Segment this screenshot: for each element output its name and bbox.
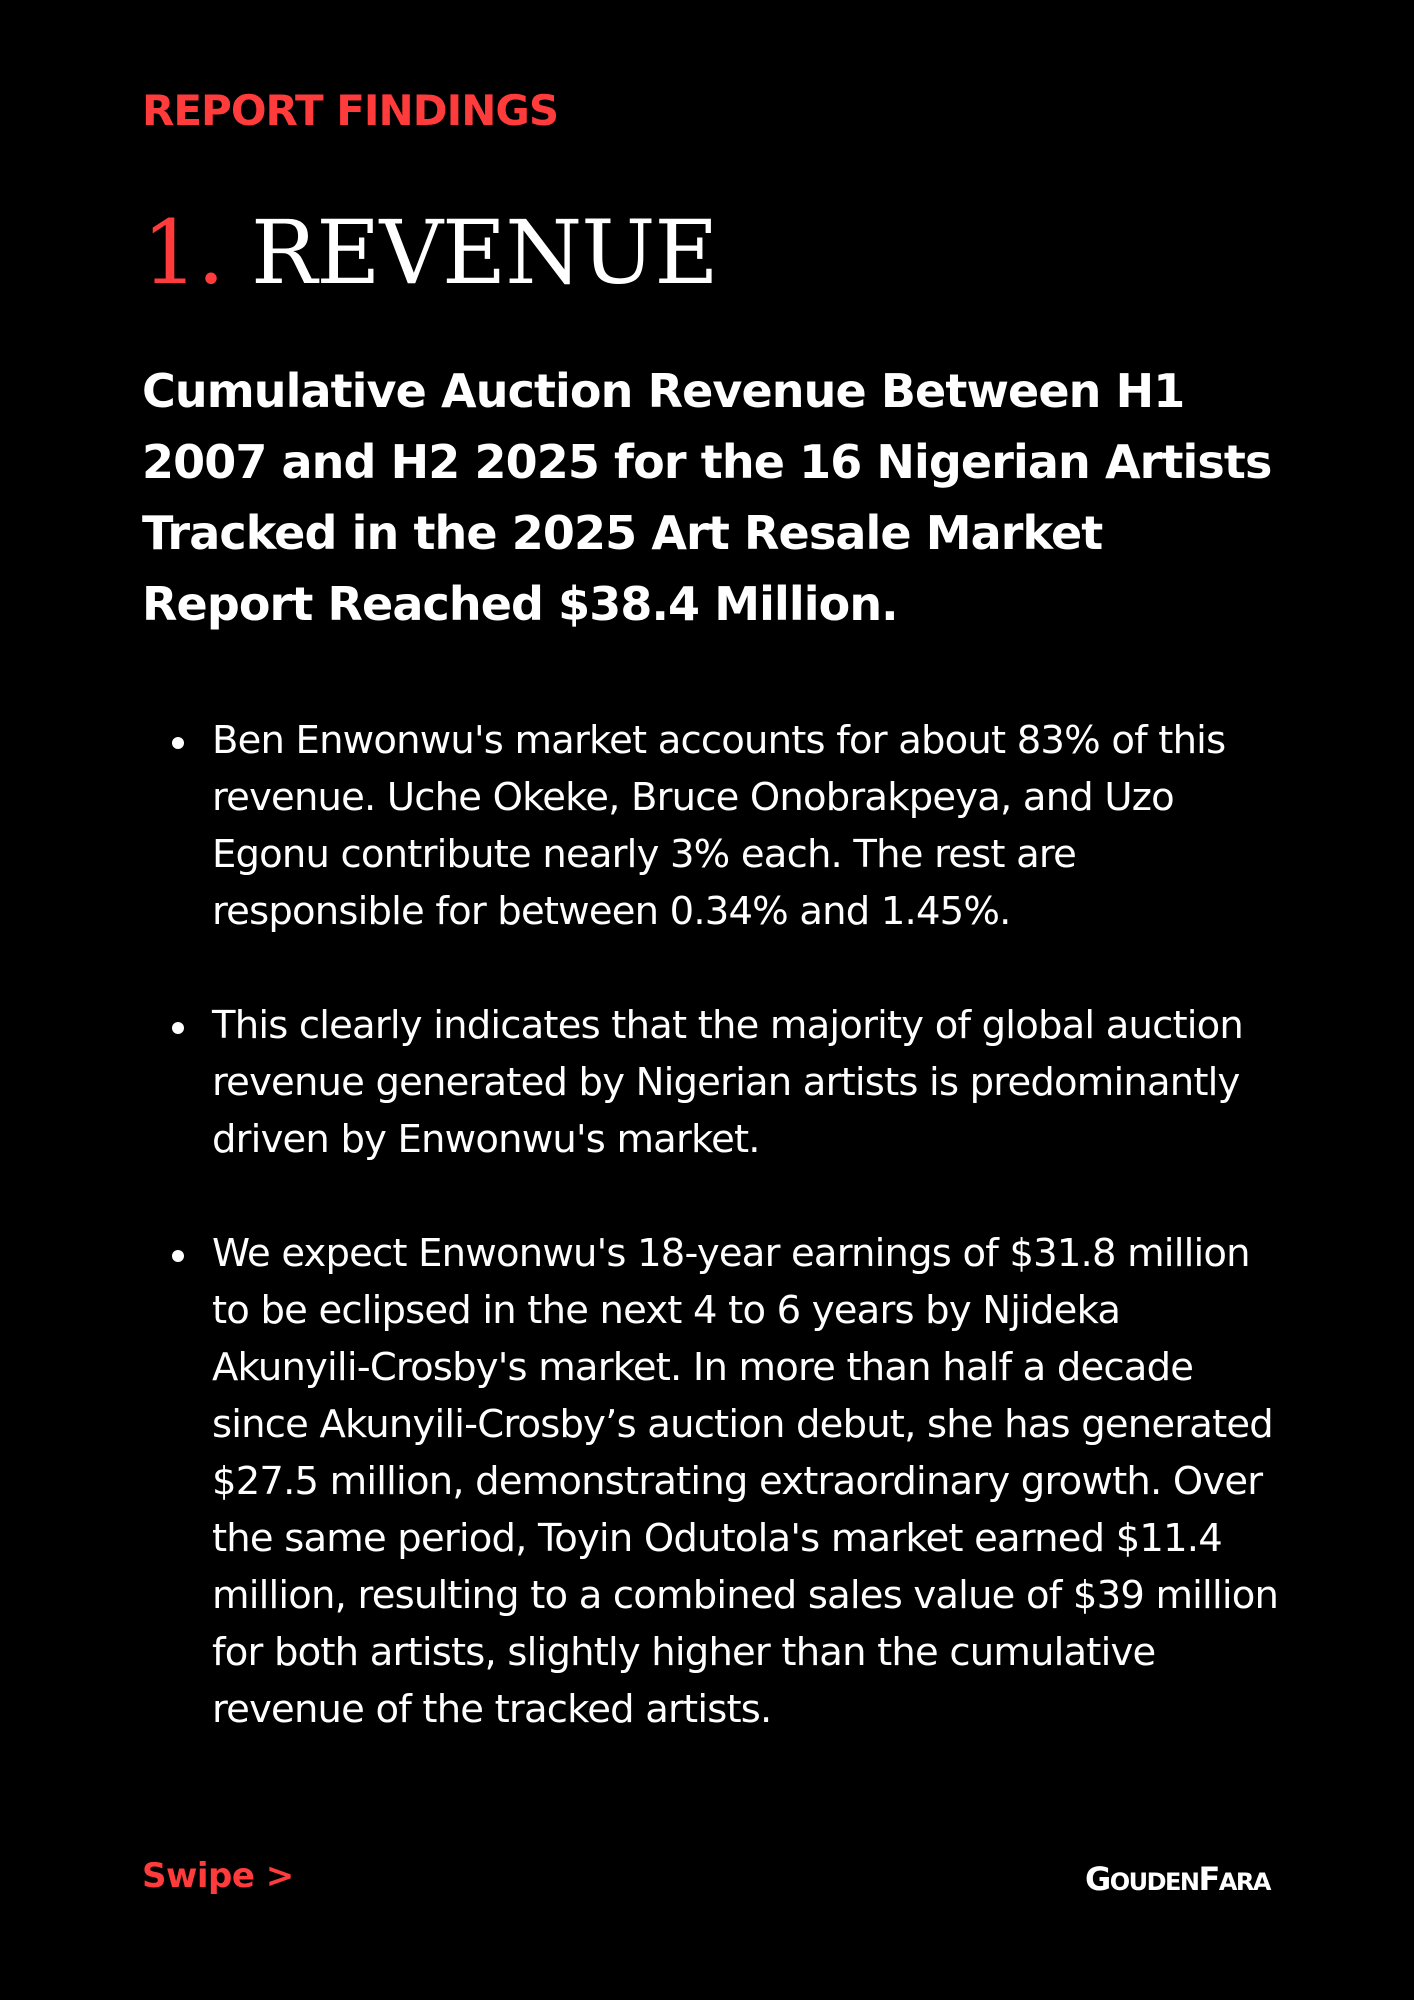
footer — [142, 1854, 1270, 1904]
finding-text: This clearly indicates that the majority of global auction revenue generated by Nigerian artists is predominantly driven by Enwonwu's market. — [212, 1003, 1244, 1162]
section-number: 1. — [142, 201, 224, 304]
eyebrow-label: REPORT FINDINGS — [142, 86, 559, 135]
bullet-dot-icon — [172, 737, 184, 749]
section-title — [142, 198, 718, 308]
swipe-button[interactable]: Swipe > — [142, 1856, 294, 1896]
finding-text: We expect Enwonwu's 18-year earnings of $31.8 million to be eclipsed in the next 4 to 6 years by Njideka Akunyili-Crosby's market. In more than half a decade since Akunyili-Crosby’s auction debut, she has generated $27.5 million, demonstrating extraordinary growth. Over the same period, Toyin Odutola's market earned $11.4 million, resulting to a combined sales value of $39 million for both artists, slightly higher than the cumulative revenue of the tracked artists. — [212, 1231, 1279, 1732]
finding-item — [142, 997, 1282, 1168]
brand-logo: GOUDENFARA — [1084, 1860, 1270, 1898]
bullet-dot-icon — [172, 1022, 184, 1034]
finding-item — [142, 1225, 1282, 1738]
findings-list — [142, 712, 1282, 1738]
bullet-dot-icon — [172, 1250, 184, 1262]
report-page — [142, 0, 1279, 2000]
headline: Cumulative Auction Revenue Between H1 2007 and H2 2025 for the 16 Nigerian Artists Tracked in the 2025 Art Resale Market Report Reached $38.4 Million. — [142, 364, 1272, 631]
section-name: REVENUE — [250, 201, 718, 304]
finding-text: Ben Enwonwu's market accounts for about 83% of this revenue. Uche Okeke, Bruce Onobrakpeya, and Uzo Egonu contribute nearly 3% each. The rest are responsible for between 0.34% and 1.45%. — [212, 718, 1226, 934]
finding-item — [142, 712, 1282, 940]
